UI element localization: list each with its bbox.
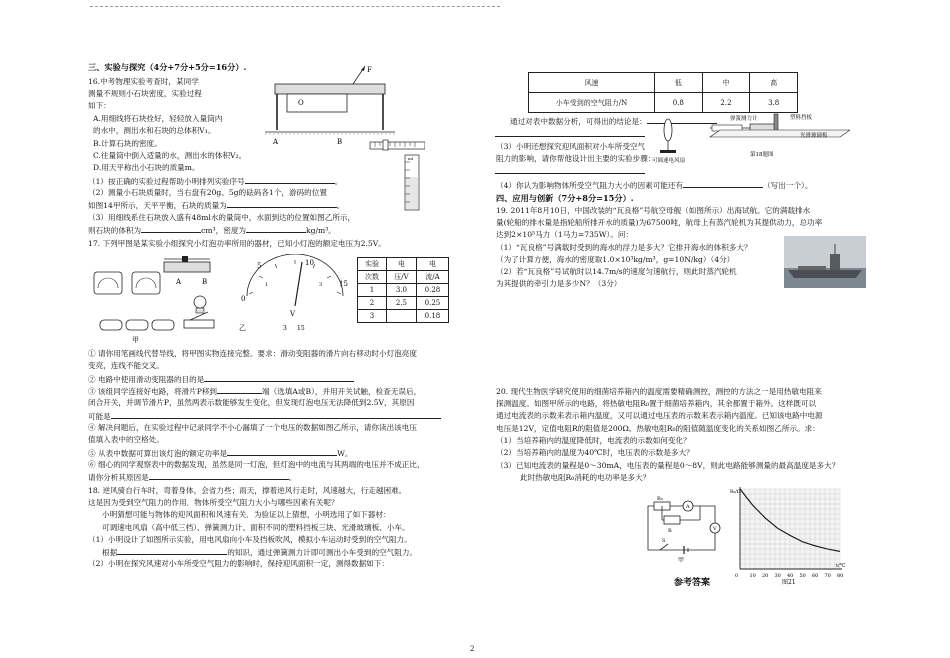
q16-line-1: 16.中考物理实验考查时，某同学 — [88, 77, 199, 86]
q17-apparatus-figure — [92, 250, 232, 345]
q16-sub-2: （2）测量小石块质量时，当右盘有20g、5g的砝码各1个，游码的位置 — [88, 188, 327, 197]
q17-item-3b: 闭合开关，并调节滑片P，虽然两表示数能够发生变化，但发现灯泡电压无法降低到2.5V，其原因 — [88, 398, 415, 407]
q18-sub-4: （4）你认为影响物体所受空气阻力大小的因素可能还有 （写出一个）。 — [496, 181, 813, 190]
section-4-title: 四、应用与创新（7分+8分=15分）. — [496, 193, 634, 203]
q19-line-1: 19. 2011年8月10日，中国改装的“瓦良格”号航空母舰（如图所示）出海试航。它的满载排水 — [496, 206, 811, 215]
label-a: A — [273, 138, 279, 146]
carrier-photo — [784, 236, 866, 288]
dial-label-5: 5 — [257, 262, 262, 270]
page-number: 2 — [470, 645, 475, 653]
answer-line — [495, 136, 645, 137]
wind-th-low: 低 — [655, 73, 703, 93]
q16-line-2: 测量不规则小石块密度，实验过程 — [88, 89, 202, 98]
chart-caption: 图21 — [782, 579, 796, 585]
q20-sub-1: （1）当培养箱内的温度降低时，电流表的示数如何变化？ — [496, 436, 691, 445]
q19-sub-1: （1）“瓦良格”号满载时受到的海水的浮力是多大？它排开海水的体积多大？ — [496, 243, 752, 252]
label-spring-scale: 弹簧测力计 — [730, 116, 758, 122]
q20-circuit-figure — [640, 492, 725, 564]
x-origin: 0 — [735, 573, 739, 579]
q16-step-b: B.计算石块的密度。 — [93, 139, 162, 148]
q16-line-3: 如下： — [88, 101, 111, 110]
th-voltage-2: 压/V — [387, 271, 417, 284]
dial-inner-1: 1 — [265, 282, 269, 288]
r0-label: R₀ — [657, 496, 663, 502]
th-trial-2: 次数 — [358, 271, 387, 284]
table-cell: 0.18 — [416, 310, 448, 323]
q20-sub-2: （2）当培养箱内的温度为40℃时，电压表的示数是多大？ — [496, 448, 694, 457]
table-cell: 3 — [358, 310, 387, 323]
top-dashed-rule — [90, 6, 500, 7]
q16-figure — [265, 62, 425, 212]
q18-conclusion: 通过对表中数据分析，可得出的结论是： — [510, 116, 717, 127]
th-current: 电 — [416, 258, 448, 271]
wind-speed-table — [528, 72, 798, 113]
q17-item-1: ① 请你用笔画线代替导线，将甲图实物连接完整。要求：滑动变阻器的滑片向右移动时小灯泡亮度 — [88, 349, 417, 358]
cylinder-label: ml — [408, 156, 414, 161]
dial-label-0: 0 — [241, 295, 246, 303]
q20-line-3: 通过电流表的示数来表示箱内温度，又可以通过电压表的示数来表示箱内温度。已知该电路中电源 — [496, 411, 823, 420]
q19-line-3: 达到2×10⁵马力（1马力=735W）。问： — [496, 230, 634, 239]
q16-step-a: A.用细线将石块拴好，轻轻放入量筒内 — [93, 114, 223, 123]
fan-device — [660, 119, 676, 153]
q18-sub-3: （3）小明还想探究迎风面积对小车所受空气 — [496, 142, 646, 151]
rheostat-device — [164, 256, 210, 272]
voltmeter-label: V — [713, 526, 717, 532]
wind-th-speed: 风速 — [529, 73, 655, 93]
terminal-3: 3 — [283, 325, 287, 332]
r0-temperature-chart — [730, 485, 850, 585]
wind-val-low: 0.8 — [655, 93, 703, 113]
wind-val-mid: 2.2 — [702, 93, 750, 113]
ammeter-device — [94, 272, 122, 294]
dial-needle — [295, 262, 302, 306]
voltmeter-device — [132, 272, 160, 294]
x-tick-labels — [750, 573, 844, 579]
dial-unit-v: V — [290, 310, 296, 318]
q18-line-3: 小明猜想可能与物体的迎风面积和风速有关．为验证以上猜想，小明选用了如下器材： — [102, 510, 391, 519]
battery-device — [100, 320, 174, 330]
dial-label-15: 15 — [339, 280, 348, 288]
x-tick-label: 40 — [787, 573, 794, 579]
label-fan: 可调速电风扇 — [652, 158, 686, 164]
r-label: R — [668, 528, 672, 534]
q20-line-1: 20. 现代生物医学研究使用的细菌培养箱内的温度需要精确测控，测控的方法之一是用热敏电阻来 — [496, 387, 822, 396]
wind-th-mid: 中 — [702, 73, 750, 93]
y-axis-title: R₀/Ω — [730, 490, 741, 495]
chart-grid — [740, 489, 840, 569]
x-tick-label: 50 — [799, 573, 806, 579]
x-axis-unit: t/℃ — [836, 563, 846, 569]
graduated-cylinder — [405, 155, 419, 210]
pulley-table-diagram — [265, 66, 395, 134]
q20-sub-3b: 此时热敏电阻R₀消耗的电功率是多大？ — [520, 473, 651, 482]
q18-fan-figure — [650, 110, 850, 165]
dial-label-10: 10 — [305, 259, 314, 267]
q20-sub-3: （3）已知电流表的量程是0～30mA，电压表的量程是0～8V，则此电路能够测量的最高温度是多大？ — [496, 461, 840, 470]
answer-key-title: 参考答案 — [674, 578, 711, 588]
rheostat-label-a: A — [176, 278, 182, 286]
switch-device — [184, 312, 214, 328]
x-tick-label: 20 — [762, 573, 769, 579]
q18-sub-3b: 阻力的影响，请你帮他设计出主要的实验步骤： — [496, 154, 656, 163]
q17-data-table — [357, 257, 449, 323]
label-f: F — [367, 66, 372, 74]
circuit-wires — [648, 501, 720, 554]
x-tick-label: 80 — [837, 573, 844, 579]
section-3-title: 三、实验与探究（4分+7分+5分=16分）. — [88, 62, 247, 72]
table-cell: 2 — [358, 297, 387, 310]
label-fig18: 第18题图 — [750, 152, 774, 158]
wind-val-high: 3.8 — [750, 93, 798, 113]
q20-line-4: 电压是12V，定值电阻R的阻值是200Ω。热敏电阻R₀的阻值随温度变化的关系如图乙所示。求： — [496, 424, 820, 433]
q19-line-2: 量(轮船的排水量是指轮船所排开水的质量)为67500吨，航母上有蒸汽轮机为其提供动力，总功率 — [496, 218, 823, 227]
q17-item-1b: 变亮，连线不能交叉。 — [88, 361, 164, 370]
table-cell: 2.5 — [387, 297, 417, 310]
q20-line-2: 探测温度。如图甲所示的电路，将热敏电阻R₀置于细菌培养箱内，其余都置于箱外。这样既可以 — [496, 399, 817, 408]
x-tick-label: 60 — [812, 573, 819, 579]
q16-sub-2b: 如图14甲所示，天平平衡，石块的质量为 。 — [88, 201, 345, 210]
th-voltage: 电 — [387, 258, 417, 271]
rheostat-label-b: B — [202, 278, 208, 286]
label-glass-board: 光滑玻璃板 — [800, 133, 828, 139]
q18-line-1: 18. 逆风骑自行车时，弯着身体，会省力些；雨天，撑着逆风行走时，风速越大，行走越困难。 — [88, 486, 407, 495]
q16-step-c: C.往量筒中倒入适量的水，测出水的体积V₂。 — [93, 151, 247, 160]
voltmeter-dial-figure — [235, 254, 355, 334]
table-cell: 0.28 — [416, 284, 448, 297]
q17-item-6b: 请你分析其原因是 。 — [88, 473, 297, 482]
q17-item-3c: 可能是 — [88, 411, 441, 422]
wind-row-label: 小车受到的空气阻力/N — [529, 93, 655, 113]
q16-step-a-2: 的水中，测出水和石块的总体积V₁。 — [93, 126, 216, 135]
label-o: O — [298, 99, 304, 107]
answer-line — [495, 173, 645, 174]
table-cell — [387, 310, 417, 323]
label-plastic-board: 塑料挡板 — [790, 115, 813, 121]
x-tick-label: 70 — [824, 573, 831, 579]
q16-sub-1: （1）按正确的实验过程帮助小明排列实验序号 。 — [88, 177, 343, 186]
q18-line-5: （1）小明设计了如图所示实验，用电风扇向小车及挡板吹风，模拟小车运动时受到的空气阻力。 — [88, 535, 412, 544]
figure-label-jia: 甲 — [132, 336, 139, 344]
ammeter-label: A — [686, 504, 690, 510]
q17-item-4b: 值填入表中的空格处。 — [88, 435, 164, 444]
q19-sub-1b: （为了计算方便，海水的密度取1.0×10³kg/m³，g=10N/kg）（4分） — [496, 255, 735, 264]
rider-scale — [370, 140, 425, 150]
label-b: B — [337, 138, 343, 146]
table-cell: 0.25 — [416, 297, 448, 310]
q17-item-6: ⑥ 细心的同学观察表中的数据发现，虽然是同一灯泡，但灯泡中的电流与其两端的电压并不成正比， — [88, 460, 425, 469]
q18-line-7: （2）小明在探究风速对小车所受空气阻力的影响时，保持迎风面积一定，测得数据如下： — [88, 559, 389, 568]
q17-item-2: ② 电路中使用滑动变阻器的目的是 — [88, 374, 354, 385]
th-trial: 实验 — [358, 258, 387, 271]
bulb-device — [194, 296, 206, 313]
figure-label-yi: 乙 — [239, 324, 246, 332]
q16-sub-3b: 则石块的体积为 cm³，密度为 kg/m³。 — [88, 226, 336, 235]
q17-item-5: ⑤ 从表中数据可算出该灯泡的额定功率是 W。 — [88, 449, 353, 458]
x-tick-label: 10 — [749, 573, 756, 579]
table-cell: 3.0 — [387, 284, 417, 297]
circuit-label-jia: 甲 — [678, 557, 685, 564]
q19-sub-2: （2）若“瓦良格”号试航时以14.7m/s的速度匀速航行，则此时蒸汽轮机 — [496, 267, 737, 276]
th-current-2: 流/A — [416, 271, 448, 284]
table-cell: 1 — [358, 284, 387, 297]
switch-label: S — [662, 538, 666, 544]
q18-line-2: 这是因为受到空气阻力的作用．物体所受空气阻力大小与哪些因素有关呢？ — [88, 498, 339, 507]
q18-line-6: 根据 的知识，通过弹簧测力计即可测出小车受到的空气阻力。 — [102, 548, 418, 557]
q17-item-4: ④ 解决问题后，在实验过程中记录同学不小心漏填了一个电压的数据如图乙所示，请你读出该电压 — [88, 423, 417, 432]
dial-inner-3: 3 — [319, 282, 323, 288]
terminal-15: 15 — [297, 325, 305, 332]
q19-sub-2b: 为其提供的牵引力是多少N？（3分） — [496, 279, 622, 288]
q16-step-d: D.用天平称出小石块的质量m。 — [93, 163, 200, 172]
q17-intro: 17. 下列甲图是某实验小组探究小灯泡功率所用的器材，已知小灯泡的额定电压为2.5V。 — [88, 239, 386, 248]
x-tick-label: 30 — [774, 573, 781, 579]
q16-sub-3: （3）用细线系住石块放入盛有48ml水的量筒中，水面到达的位置如图乙所示， — [88, 213, 356, 222]
wind-th-high: 高 — [750, 73, 798, 93]
q18-line-4: 可调速电风扇（高中低三档）、弹簧测力计、面积不同的塑料挡板三块、光滑玻璃板、小车。 — [102, 523, 410, 532]
q17-item-3: ③ 该组同学连接好电路，将滑片P移到 端（选填A或B），并用开关试触，检查无误后， — [88, 387, 422, 396]
